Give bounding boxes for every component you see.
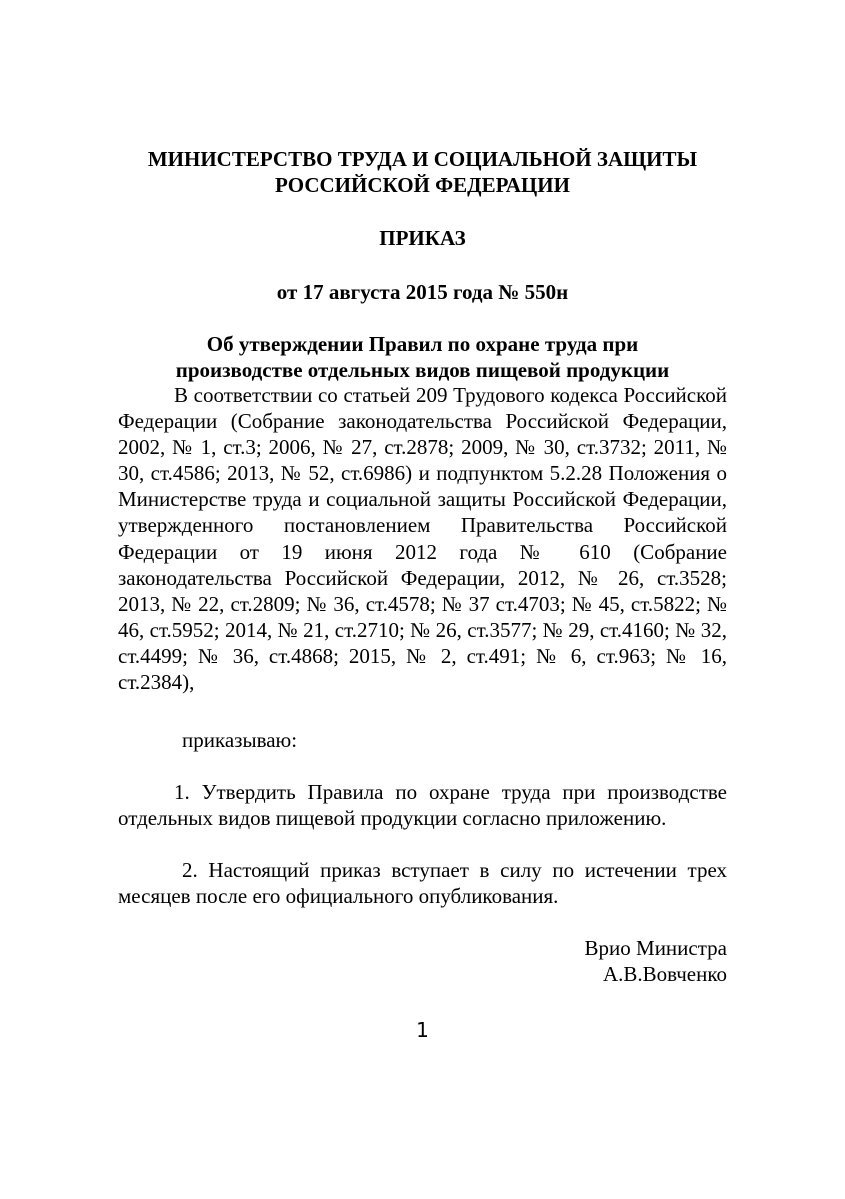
order-subject bbox=[0, 331, 845, 383]
signature-block bbox=[500, 935, 727, 987]
order-item-2: 2. Настоящий приказ вступает в силу по истечении трех месяцев после его официального опубликования. bbox=[118, 858, 727, 909]
preamble-paragraph: В соответствии со статьей 209 Трудового кодекса Российской Федерации (Собрание законодательства Российской Федерации, 2002, № 1, ст.3; 2006, № 27, ст.2878; 2009, № 30, ст.3732; 2011, № 30, ст.4586; 2013, № 52, ст.6986) и подпунктом 5.2.28 Положения о Министерстве труда и социальной защиты Российской Федерации, утвержденного постановлением Правительства Российской Федерации от 19 июня 2012 года № 610 (Собрание законодательства Российской Федерации, 2012, № 26, ст.3528; 2013, № 22, ст.2809; № 36, ст.4578; № 37 ст.4703; № 45, ст.5822; № 46, ст.5952; 2014, № 21, ст.2710; № 26, ст.3577; № 29, ст.4160; № 32, ст.4499; № 36, ст.4868; 2015, № 2, ст.491; № 6, ст.963; № 16, ст.2384), bbox=[118, 383, 727, 695]
ministry-name bbox=[0, 146, 845, 198]
signatory-title: Врио Министра bbox=[584, 936, 727, 960]
signatory-name: А.В.Вовченко bbox=[602, 962, 727, 986]
ministry-name-line-1: МИНИСТЕРСТВО ТРУДА И СОЦИАЛЬНОЙ ЗАЩИТЫ bbox=[147, 147, 698, 171]
document-type-title: ПРИКАЗ bbox=[379, 226, 466, 250]
page-number: 1 bbox=[416, 1018, 429, 1042]
order-date-number: от 17 августа 2015 года № 550н bbox=[276, 280, 569, 304]
order-subject-line-2: производстве отдельных видов пищевой продукции bbox=[175, 358, 670, 382]
ministry-name-line-2: РОССИЙСКОЙ ФЕДЕРАЦИИ bbox=[275, 173, 570, 197]
order-subject-line-1: Об утверждении Правил по охране труда при bbox=[206, 332, 639, 356]
orders-verb: приказываю: bbox=[182, 728, 298, 752]
order-item-1: 1. Утвердить Правила по охране труда при производстве отдельных видов пищевой продукции согласно приложению. bbox=[118, 780, 727, 831]
